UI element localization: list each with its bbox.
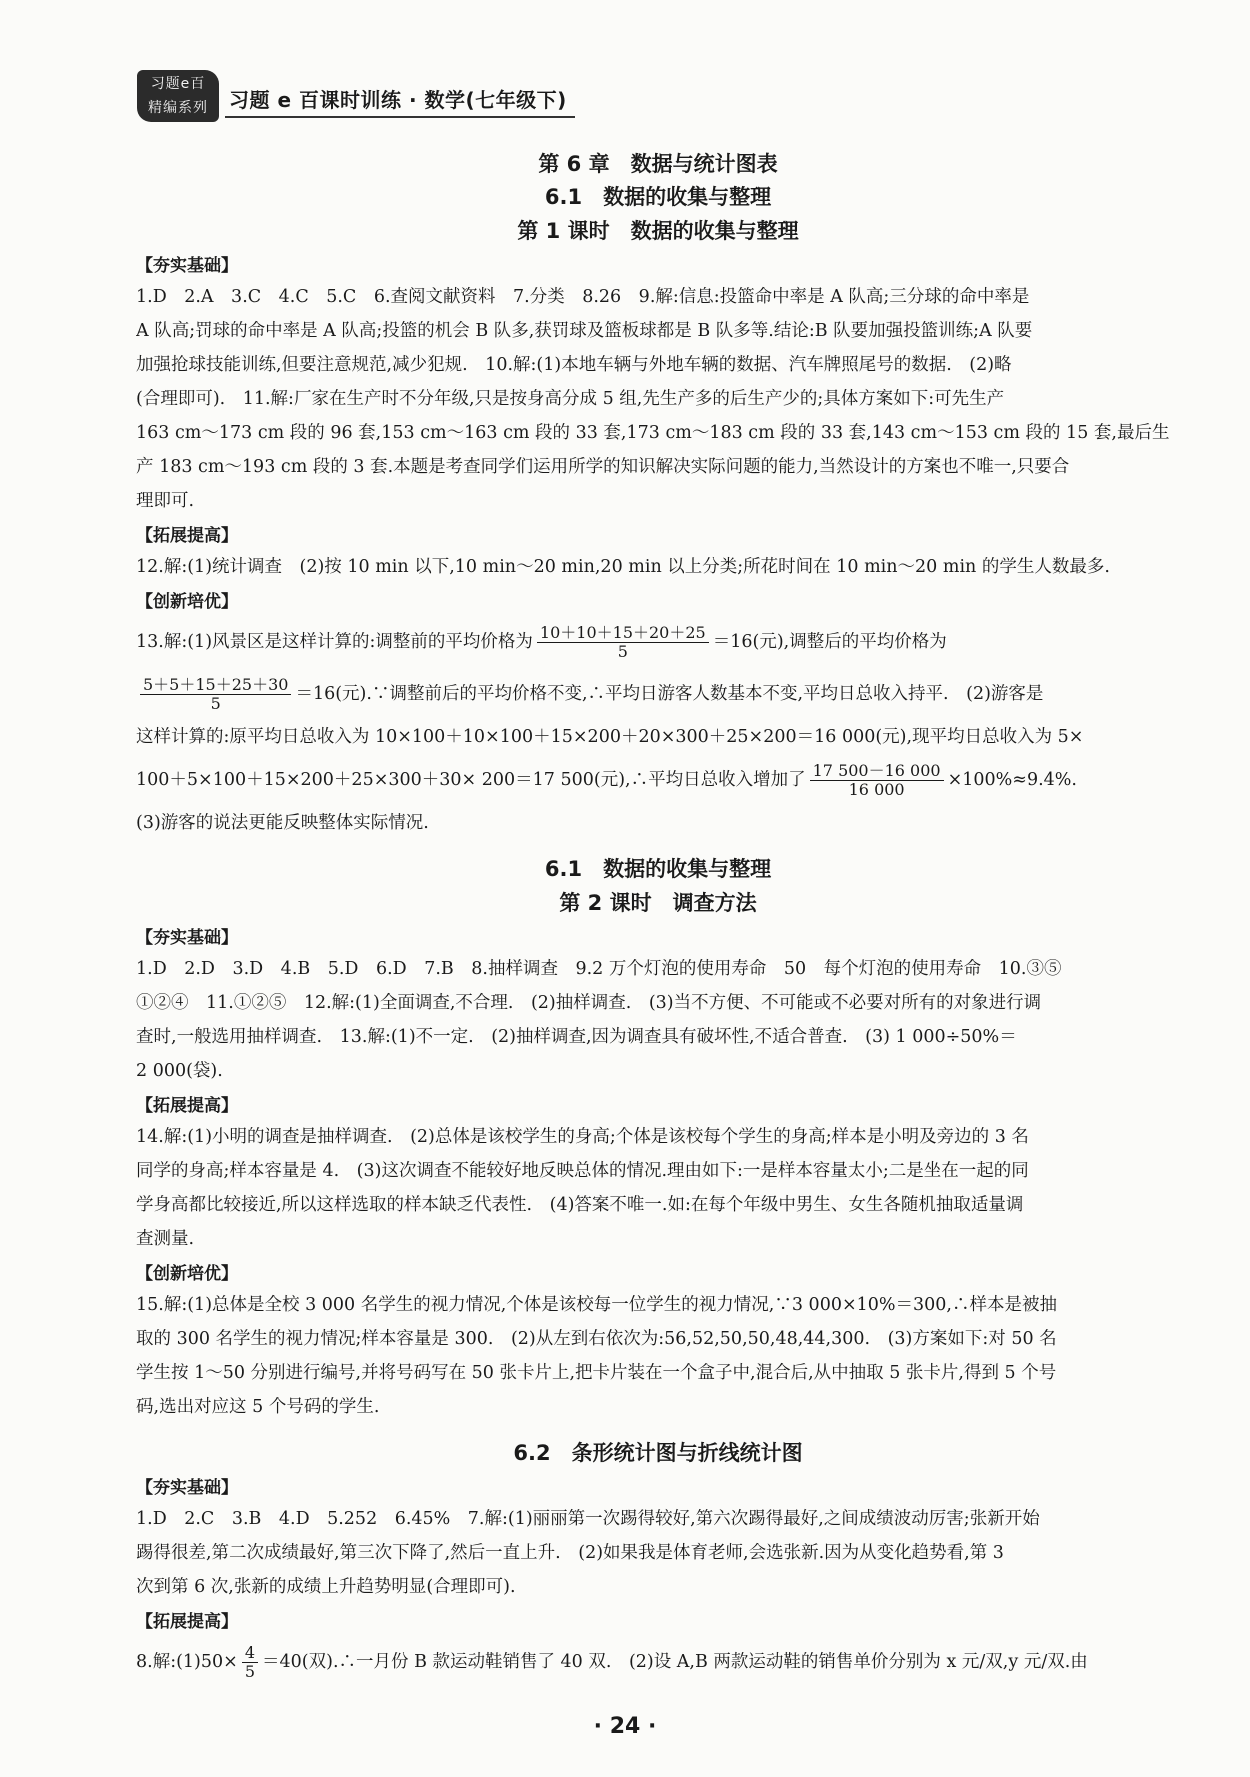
fraction-numerator: 17 500－16 000 <box>810 762 944 781</box>
text-line: 加强抢球技能训练,但要注意规范,减少犯规. 10.解:(1)本地车辆与外地车辆的数据、汽车牌照尾号的数据. (2)略 <box>136 355 1012 375</box>
section-title: 6.1 数据的收集与整理 <box>544 857 772 881</box>
text-line: 学身高都比较接近,所以这样选取的样本缺乏代表性. (4)答案不唯一.如:在每个年级中男生、女生各随机抽取适量调 <box>136 1195 1024 1215</box>
header-rule <box>225 116 575 118</box>
text-run: 13.解:(1)风景区是这样计算的:调整前的平均价格为 <box>136 632 533 652</box>
lesson-title: 第 1 课时 数据的收集与整理 <box>517 219 799 243</box>
fraction <box>140 676 291 714</box>
text-line: (合理即可). 11.解:厂家在生产时不分年级,只是按身高分成 5 组,先生产多的后生产少的;具体方案如下:可先生产 <box>136 389 1005 409</box>
page-number: · 24 · <box>593 1714 657 1739</box>
logo-line-2: 精编系列 <box>148 100 208 116</box>
answers-extend <box>136 1120 1180 1256</box>
text-run: 8.解:(1)50× <box>136 1652 238 1672</box>
text-line: 学生按 1～50 分别进行编号,并将号码写在 50 张卡片上,把卡片装在一个盒子中,混合后,从中抽取 5 张卡片,得到 5 个号 <box>136 1363 1057 1383</box>
text-run: ＝16(元).∵调整前后的平均价格不变,∴平均日游客人数基本不变,平均日总收入持平. (2)游客是 <box>295 684 1044 704</box>
label-extend: 【拓展提高】 <box>136 1096 238 1116</box>
series-logo <box>137 70 219 122</box>
section-title: 6.2 条形统计图与折线统计图 <box>513 1441 803 1465</box>
text-line: 码,选出对应这 5 个号码的学生. <box>136 1397 380 1417</box>
text-line: 1.D 2.D 3.D 4.B 5.D 6.D 7.B 8.抽样调查 9.2 万个灯泡的使用寿命 50 每个灯泡的使用寿命 10.③⑤ <box>136 959 1062 979</box>
text-run: ＝40(双).∴一月份 B 款运动鞋销售了 40 双. (2)设 A,B 两款运动鞋的销售单价分别为 x 元/双,y 元/双.由 <box>262 1652 1088 1672</box>
label-basic: 【夯实基础】 <box>136 928 238 948</box>
fraction-numerator: 10＋10＋15＋20＋25 <box>537 624 709 643</box>
page-header <box>137 70 567 122</box>
answer-content <box>136 148 1180 1688</box>
text-run: ×100%≈9.4%. <box>947 770 1077 790</box>
text-line: 取的 300 名学生的视力情况;样本容量是 300. (2)从左到右依次为:56,52,50,50,48,44,300. (3)方案如下:对 50 名 <box>136 1329 1057 1349</box>
answers-basic <box>136 280 1180 518</box>
text-line <box>136 668 1180 720</box>
logo-line-1: 习题e百 <box>150 76 206 92</box>
text-line: 次到第 6 次,张新的成绩上升趋势明显(合理即可). <box>136 1577 516 1597</box>
label-basic: 【夯实基础】 <box>136 256 238 276</box>
text-line: 163 cm～173 cm 段的 96 套,153 cm～163 cm 段的 33 套,173 cm～183 cm 段的 33 套,143 cm～153 cm 段的 15 套,最后生 <box>136 423 1170 443</box>
lesson-title: 第 2 课时 调查方法 <box>559 891 757 915</box>
text-run: ＝16(元),调整后的平均价格为 <box>712 632 947 652</box>
text-line: 12.解:(1)统计调查 (2)按 10 min 以下,10 min～20 min,20 min 以上分类;所花时间在 10 min～20 min 的学生人数最多. <box>136 557 1110 577</box>
answers-basic <box>136 1502 1180 1604</box>
fraction-denominator: 16 000 <box>848 780 905 799</box>
label-innovation: 【创新培优】 <box>136 592 238 612</box>
series-title: 习题 e 百课时训练 · 数学(七年级下) <box>229 88 567 112</box>
text-line: 这样计算的:原平均日总收入为 10×100＋10×100＋15×200＋20×300＋25×200＝16 000(元),现平均日总收入为 5× <box>136 727 1084 747</box>
label-innovation: 【创新培优】 <box>136 1264 238 1284</box>
answers-innovation <box>136 616 1180 840</box>
text-line: 查时,一般选用抽样调查. 13.解:(1)不一定. (2)抽样调查,因为调查具有破坏性,不适合普查. (3) 1 000÷50%＝ <box>136 1027 1017 1047</box>
answers-basic <box>136 952 1180 1088</box>
section-title: 6.1 数据的收集与整理 <box>544 185 772 209</box>
text-line: 14.解:(1)小明的调查是抽样调查. (2)总体是该校学生的身高;个体是该校每个学生的身高;样本是小明及旁边的 3 名 <box>136 1127 1029 1147</box>
answers-innovation <box>136 1288 1180 1424</box>
text-line: 15.解:(1)总体是全校 3 000 名学生的视力情况,个体是该校每一位学生的视力情况,∵3 000×10%＝300,∴样本是被抽 <box>136 1295 1057 1315</box>
text-line: 踢得很差,第二次成绩最好,第三次下降了,然后一直上升. (2)如果我是体育老师,会选张新.因为从变化趋势看,第 3 <box>136 1543 1004 1563</box>
text-line: 查测量. <box>136 1229 195 1249</box>
text-line: 2 000(袋). <box>136 1061 223 1081</box>
fraction-numerator: 5＋5＋15＋25＋30 <box>140 676 291 695</box>
fraction-numerator: 4 <box>242 1644 258 1663</box>
label-basic: 【夯实基础】 <box>136 1478 238 1498</box>
fraction-denominator: 5 <box>617 642 628 661</box>
fraction <box>537 624 709 662</box>
chapter-title: 第 6 章 数据与统计图表 <box>538 152 778 176</box>
text-line: 理即可. <box>136 491 195 511</box>
text-line: 1.D 2.A 3.C 4.C 5.C 6.查阅文献资料 7.分类 8.26 9.解:信息:投篮命中率是 A 队高;三分球的命中率是 <box>136 287 1030 307</box>
text-line <box>136 754 1180 806</box>
label-extend: 【拓展提高】 <box>136 1612 238 1632</box>
text-line: (3)游客的说法更能反映整体实际情况. <box>136 813 429 833</box>
label-extend: 【拓展提高】 <box>136 526 238 546</box>
text-line: 同学的身高;样本容量是 4. (3)这次调查不能较好地反映总体的情况.理由如下:一是样本容量太小;二是坐在一起的同 <box>136 1161 1029 1181</box>
fraction <box>242 1644 258 1682</box>
answers-extend <box>136 550 1180 584</box>
text-line <box>136 1636 1180 1688</box>
text-run: 100＋5×100＋15×200＋25×300＋30× 200＝17 500(元),∴平均日总收入增加了 <box>136 770 806 790</box>
fraction-denominator: 5 <box>244 1662 256 1681</box>
text-line: ①②④ 11.①②⑤ 12.解:(1)全面调查,不合理. (2)抽样调查. (3)当不方便、不可能或不必要对所有的对象进行调 <box>136 993 1042 1013</box>
fraction <box>810 762 944 800</box>
text-line <box>136 616 1180 668</box>
text-line: A 队高;罚球的命中率是 A 队高;投篮的机会 B 队多,获罚球及篮板球都是 B 队多等.结论:B 队要加强投篮训练;A 队要 <box>136 321 1033 341</box>
answers-extend <box>136 1636 1180 1688</box>
text-line: 1.D 2.C 3.B 4.D 5.252 6.45% 7.解:(1)丽丽第一次踢得较好,第六次踢得最好,之间成绩波动厉害;张新开始 <box>136 1509 1040 1529</box>
text-line: 产 183 cm～193 cm 段的 3 套.本题是考查同学们运用所学的知识解决实际问题的能力,当然设计的方案也不唯一,只要合 <box>136 457 1070 477</box>
fraction-denominator: 5 <box>210 694 221 713</box>
